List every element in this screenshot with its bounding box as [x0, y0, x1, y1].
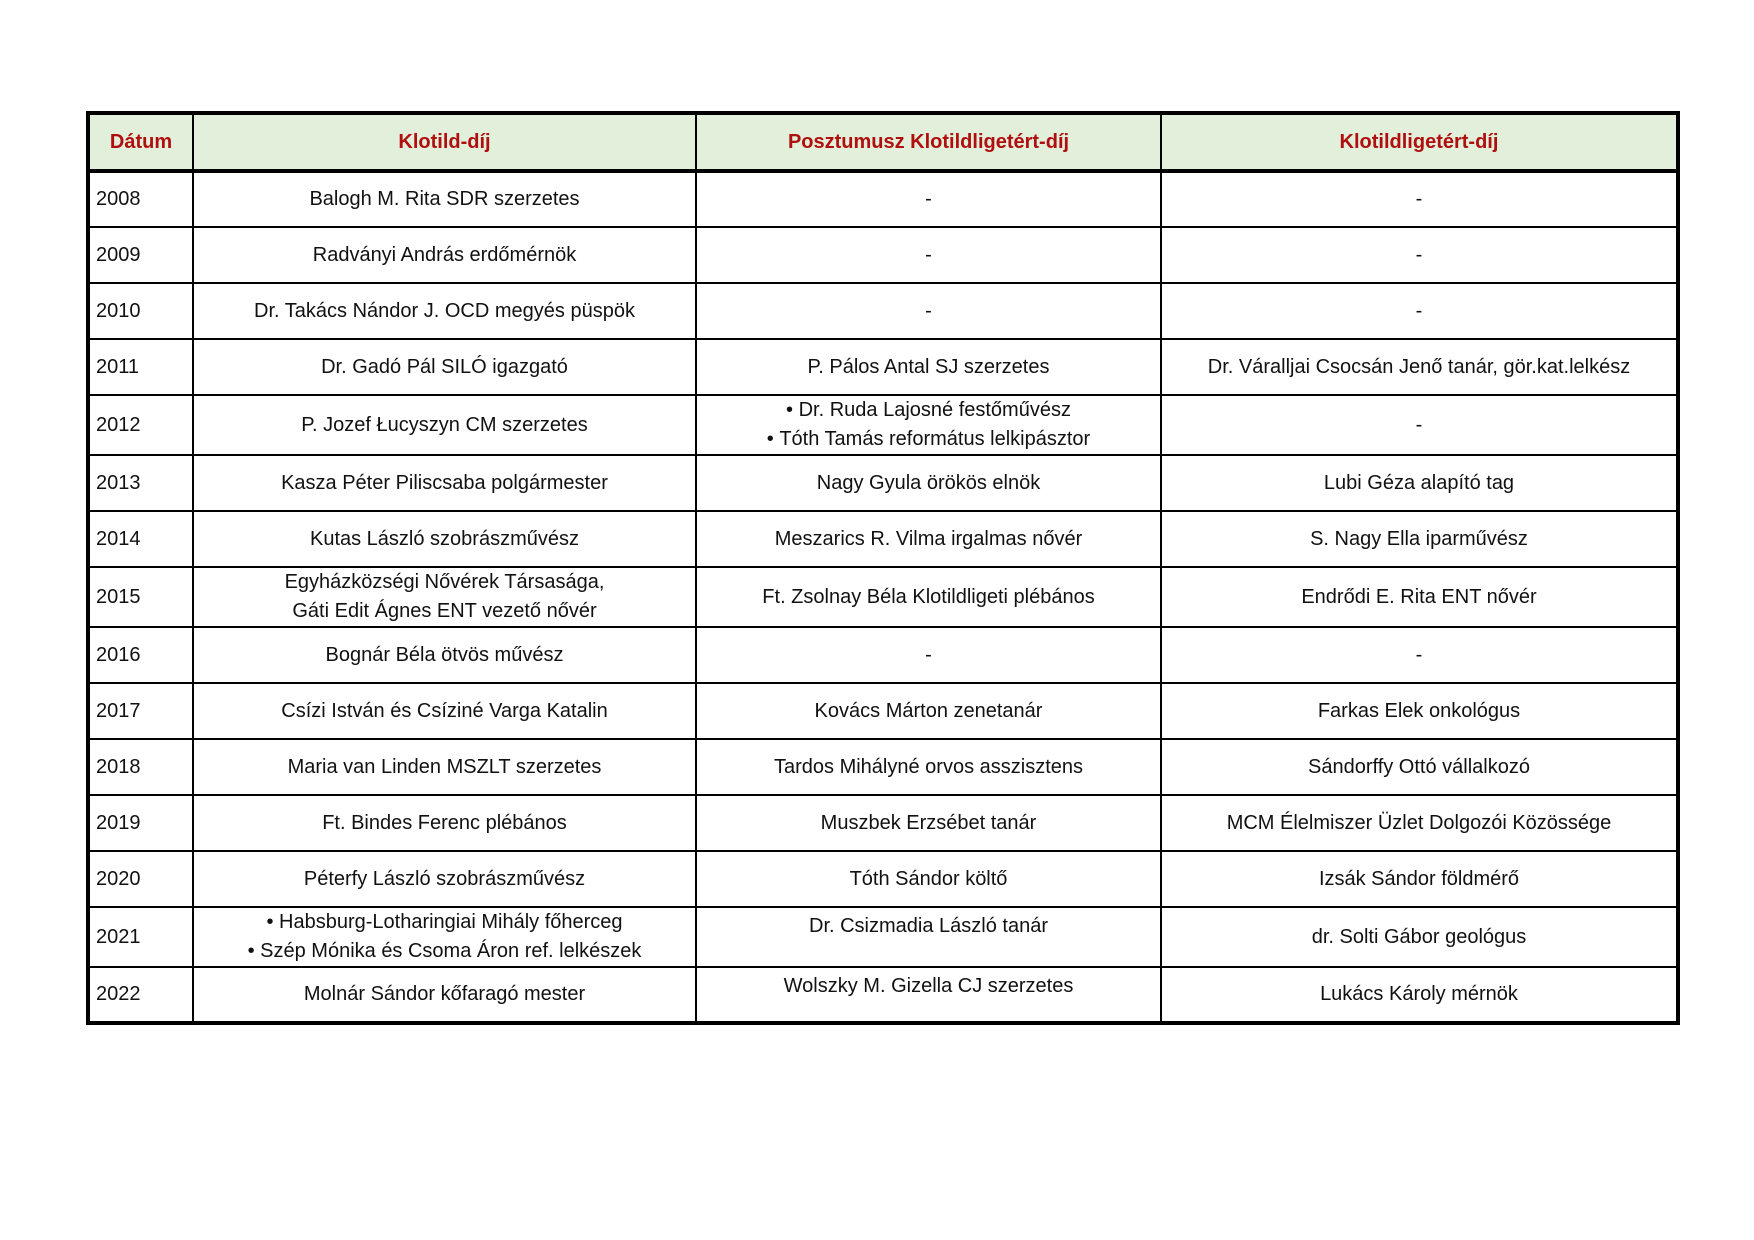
posthumous-award-cell [696, 283, 1161, 339]
klotildliget-award-cell [1161, 567, 1678, 627]
year-cell: 2012 [88, 395, 193, 455]
header-posthumous-award: Posztumusz Klotildligetért-díj [696, 113, 1161, 171]
recipient-name: - [1415, 299, 1423, 322]
recipient-name: - [1415, 413, 1423, 436]
klotild-award-cell [193, 455, 696, 511]
recipient-name: • Tóth Tamás református lelkipásztor [703, 425, 1154, 454]
recipient-name: P. Pálos Antal SJ szerzetes [807, 355, 1050, 378]
posthumous-award-cell [696, 395, 1161, 455]
posthumous-award-cell [696, 967, 1161, 1023]
klotildliget-award-cell [1161, 907, 1678, 967]
klotildliget-award-cell [1161, 967, 1678, 1023]
klotildliget-award-cell [1161, 171, 1678, 227]
klotildliget-award-cell [1161, 227, 1678, 283]
recipient-name: Maria van Linden MSZLT szerzetes [287, 755, 602, 778]
klotildliget-award-cell [1161, 739, 1678, 795]
header-klotildliget-award: Klotildligetért-díj [1161, 113, 1678, 171]
recipient-name: Ft. Zsolnay Béla Klotildligeti plébános [762, 585, 1095, 608]
recipient-name: - [1415, 243, 1423, 266]
recipient-name: P. Jozef Łucyszyn CM szerzetes [301, 413, 588, 436]
posthumous-award-cell [696, 627, 1161, 683]
awards-sheet [86, 111, 1676, 1025]
klotild-award-cell [193, 967, 696, 1023]
year-cell: 2016 [88, 627, 193, 683]
year-cell: 2009 [88, 227, 193, 283]
table-row [88, 683, 1678, 739]
table-row [88, 851, 1678, 907]
posthumous-award-cell [696, 851, 1161, 907]
recipient-name: Egyházközségi Nővérek Társasága, [284, 571, 605, 593]
year-cell: 2022 [88, 967, 193, 1023]
recipient-name: dr. Solti Gábor geológus [1311, 925, 1527, 948]
klotild-award-cell [193, 627, 696, 683]
table-row [88, 227, 1678, 283]
table-row [88, 567, 1678, 627]
recipient-name: Dr. Gadó Pál SILÓ igazgató [321, 355, 568, 378]
table-row [88, 907, 1678, 967]
table-row [88, 339, 1678, 395]
posthumous-award-cell [696, 795, 1161, 851]
recipient-name: S. Nagy Ella iparművész [1310, 527, 1528, 550]
klotild-award-cell [193, 395, 696, 455]
recipient-name: Bognár Béla ötvös művész [325, 643, 564, 666]
posthumous-award-cell [696, 227, 1161, 283]
klotildliget-award-cell [1161, 851, 1678, 907]
recipient-name: - [1415, 188, 1423, 210]
klotildliget-award-cell [1161, 795, 1678, 851]
recipient-name: Kutas László szobrászművész [309, 527, 579, 550]
table-row [88, 795, 1678, 851]
posthumous-award-cell [696, 171, 1161, 227]
klotild-award-cell [193, 907, 696, 967]
recipient-name: Péterfy László szobrászművész [303, 867, 586, 890]
table-row [88, 283, 1678, 339]
klotildliget-award-cell [1161, 627, 1678, 683]
recipient-name: - [925, 243, 932, 266]
table-row [88, 739, 1678, 795]
year-cell: 2010 [88, 283, 193, 339]
posthumous-award-cell [696, 567, 1161, 627]
klotild-award-cell [193, 567, 696, 627]
recipient-name: Molnár Sándor kőfaragó mester [303, 983, 586, 1005]
recipient-lines [200, 568, 689, 626]
klotildliget-award-cell [1161, 395, 1678, 455]
recipient-name: Lubi Géza alapító tag [1323, 471, 1515, 494]
year-cell: 2018 [88, 739, 193, 795]
klotild-award-cell [193, 683, 696, 739]
awards-table [86, 111, 1680, 1025]
klotildliget-award-cell [1161, 683, 1678, 739]
recipient-name: Lukács Károly mérnök [1320, 983, 1518, 1005]
klotild-award-cell [193, 739, 696, 795]
recipient-bullet-list [200, 908, 689, 966]
recipient-name: • Szép Mónika és Csoma Áron ref. lelkészek [200, 937, 689, 966]
header-row [88, 113, 1678, 171]
recipient-name: MCM Élelmiszer Üzlet Dolgozói Közössége [1226, 811, 1612, 834]
recipient-name: Meszarics R. Vilma irgalmas nővér [774, 527, 1083, 550]
klotild-award-cell [193, 851, 696, 907]
recipient-name: Balogh M. Rita SDR szerzetes [309, 188, 580, 210]
table-row [88, 627, 1678, 683]
year-cell: 2020 [88, 851, 193, 907]
recipient-name: Tóth Sándor költő [849, 867, 1008, 890]
table-row [88, 511, 1678, 567]
year-cell: 2011 [88, 339, 193, 395]
recipient-name: Farkas Elek onkológus [1317, 699, 1521, 722]
year-cell: 2017 [88, 683, 193, 739]
posthumous-award-cell [696, 739, 1161, 795]
table-row [88, 171, 1678, 227]
recipient-name: Muszbek Erzsébet tanár [820, 811, 1037, 834]
recipient-name: Ft. Bindes Ferenc plébános [322, 811, 567, 834]
recipient-name: • Dr. Ruda Lajosné festőművész [703, 396, 1154, 425]
posthumous-award-cell [696, 511, 1161, 567]
table-row [88, 395, 1678, 455]
recipient-name: - [925, 643, 932, 666]
recipient-name: Dr. Csizmadia László tanár [809, 915, 1048, 937]
recipient-name: Kovács Márton zenetanár [814, 699, 1043, 722]
klotild-award-cell [193, 227, 696, 283]
table-row [88, 455, 1678, 511]
recipient-name: Radványi András erdőmérnök [312, 243, 577, 266]
klotild-award-cell [193, 171, 696, 227]
recipient-name: Dr. Váralljai Csocsán Jenő tanár, gör.kat.lelkész [1207, 355, 1631, 378]
recipient-name: Izsák Sándor földmérő [1318, 867, 1520, 890]
year-cell: 2013 [88, 455, 193, 511]
year-cell: 2008 [88, 171, 193, 227]
year-cell: 2021 [88, 907, 193, 967]
klotild-award-cell [193, 511, 696, 567]
recipient-name: • Habsburg-Lotharingiai Mihály főherceg [200, 908, 689, 937]
header-date: Dátum [88, 113, 193, 171]
recipient-name: Wolszky M. Gizella CJ szerzetes [783, 975, 1074, 997]
recipient-name: Kasza Péter Piliscsaba polgármester [281, 471, 608, 494]
recipient-name: Nagy Gyula örökös elnök [816, 471, 1041, 494]
posthumous-award-cell [696, 683, 1161, 739]
recipient-bullet-list [703, 396, 1154, 454]
posthumous-award-cell [696, 455, 1161, 511]
year-cell: 2014 [88, 511, 193, 567]
klotild-award-cell [193, 283, 696, 339]
klotild-award-cell [193, 339, 696, 395]
recipient-name: - [925, 188, 932, 210]
klotild-award-cell [193, 795, 696, 851]
recipient-name: - [925, 299, 932, 322]
recipient-name: Gáti Edit Ágnes ENT vezető nővér [292, 600, 597, 622]
awards-table-body [88, 171, 1678, 1023]
recipient-name: Dr. Takács Nándor J. OCD megyés püspök [254, 299, 635, 322]
klotildliget-award-cell [1161, 283, 1678, 339]
header-klotild-award: Klotild-díj [193, 113, 696, 171]
klotildliget-award-cell [1161, 339, 1678, 395]
recipient-name: - [1415, 643, 1423, 666]
recipient-name: Csízi István és Csíziné Varga Katalin [281, 699, 608, 722]
table-row [88, 967, 1678, 1023]
recipient-name: Endrődi E. Rita ENT nővér [1301, 585, 1537, 608]
year-cell: 2019 [88, 795, 193, 851]
klotildliget-award-cell [1161, 511, 1678, 567]
recipient-name: Sándorffy Ottó vállalkozó [1308, 755, 1530, 778]
posthumous-award-cell [696, 339, 1161, 395]
klotildliget-award-cell [1161, 455, 1678, 511]
recipient-name: Tardos Mihályné orvos asszisztens [773, 755, 1083, 778]
posthumous-award-cell [696, 907, 1161, 967]
year-cell: 2015 [88, 567, 193, 627]
